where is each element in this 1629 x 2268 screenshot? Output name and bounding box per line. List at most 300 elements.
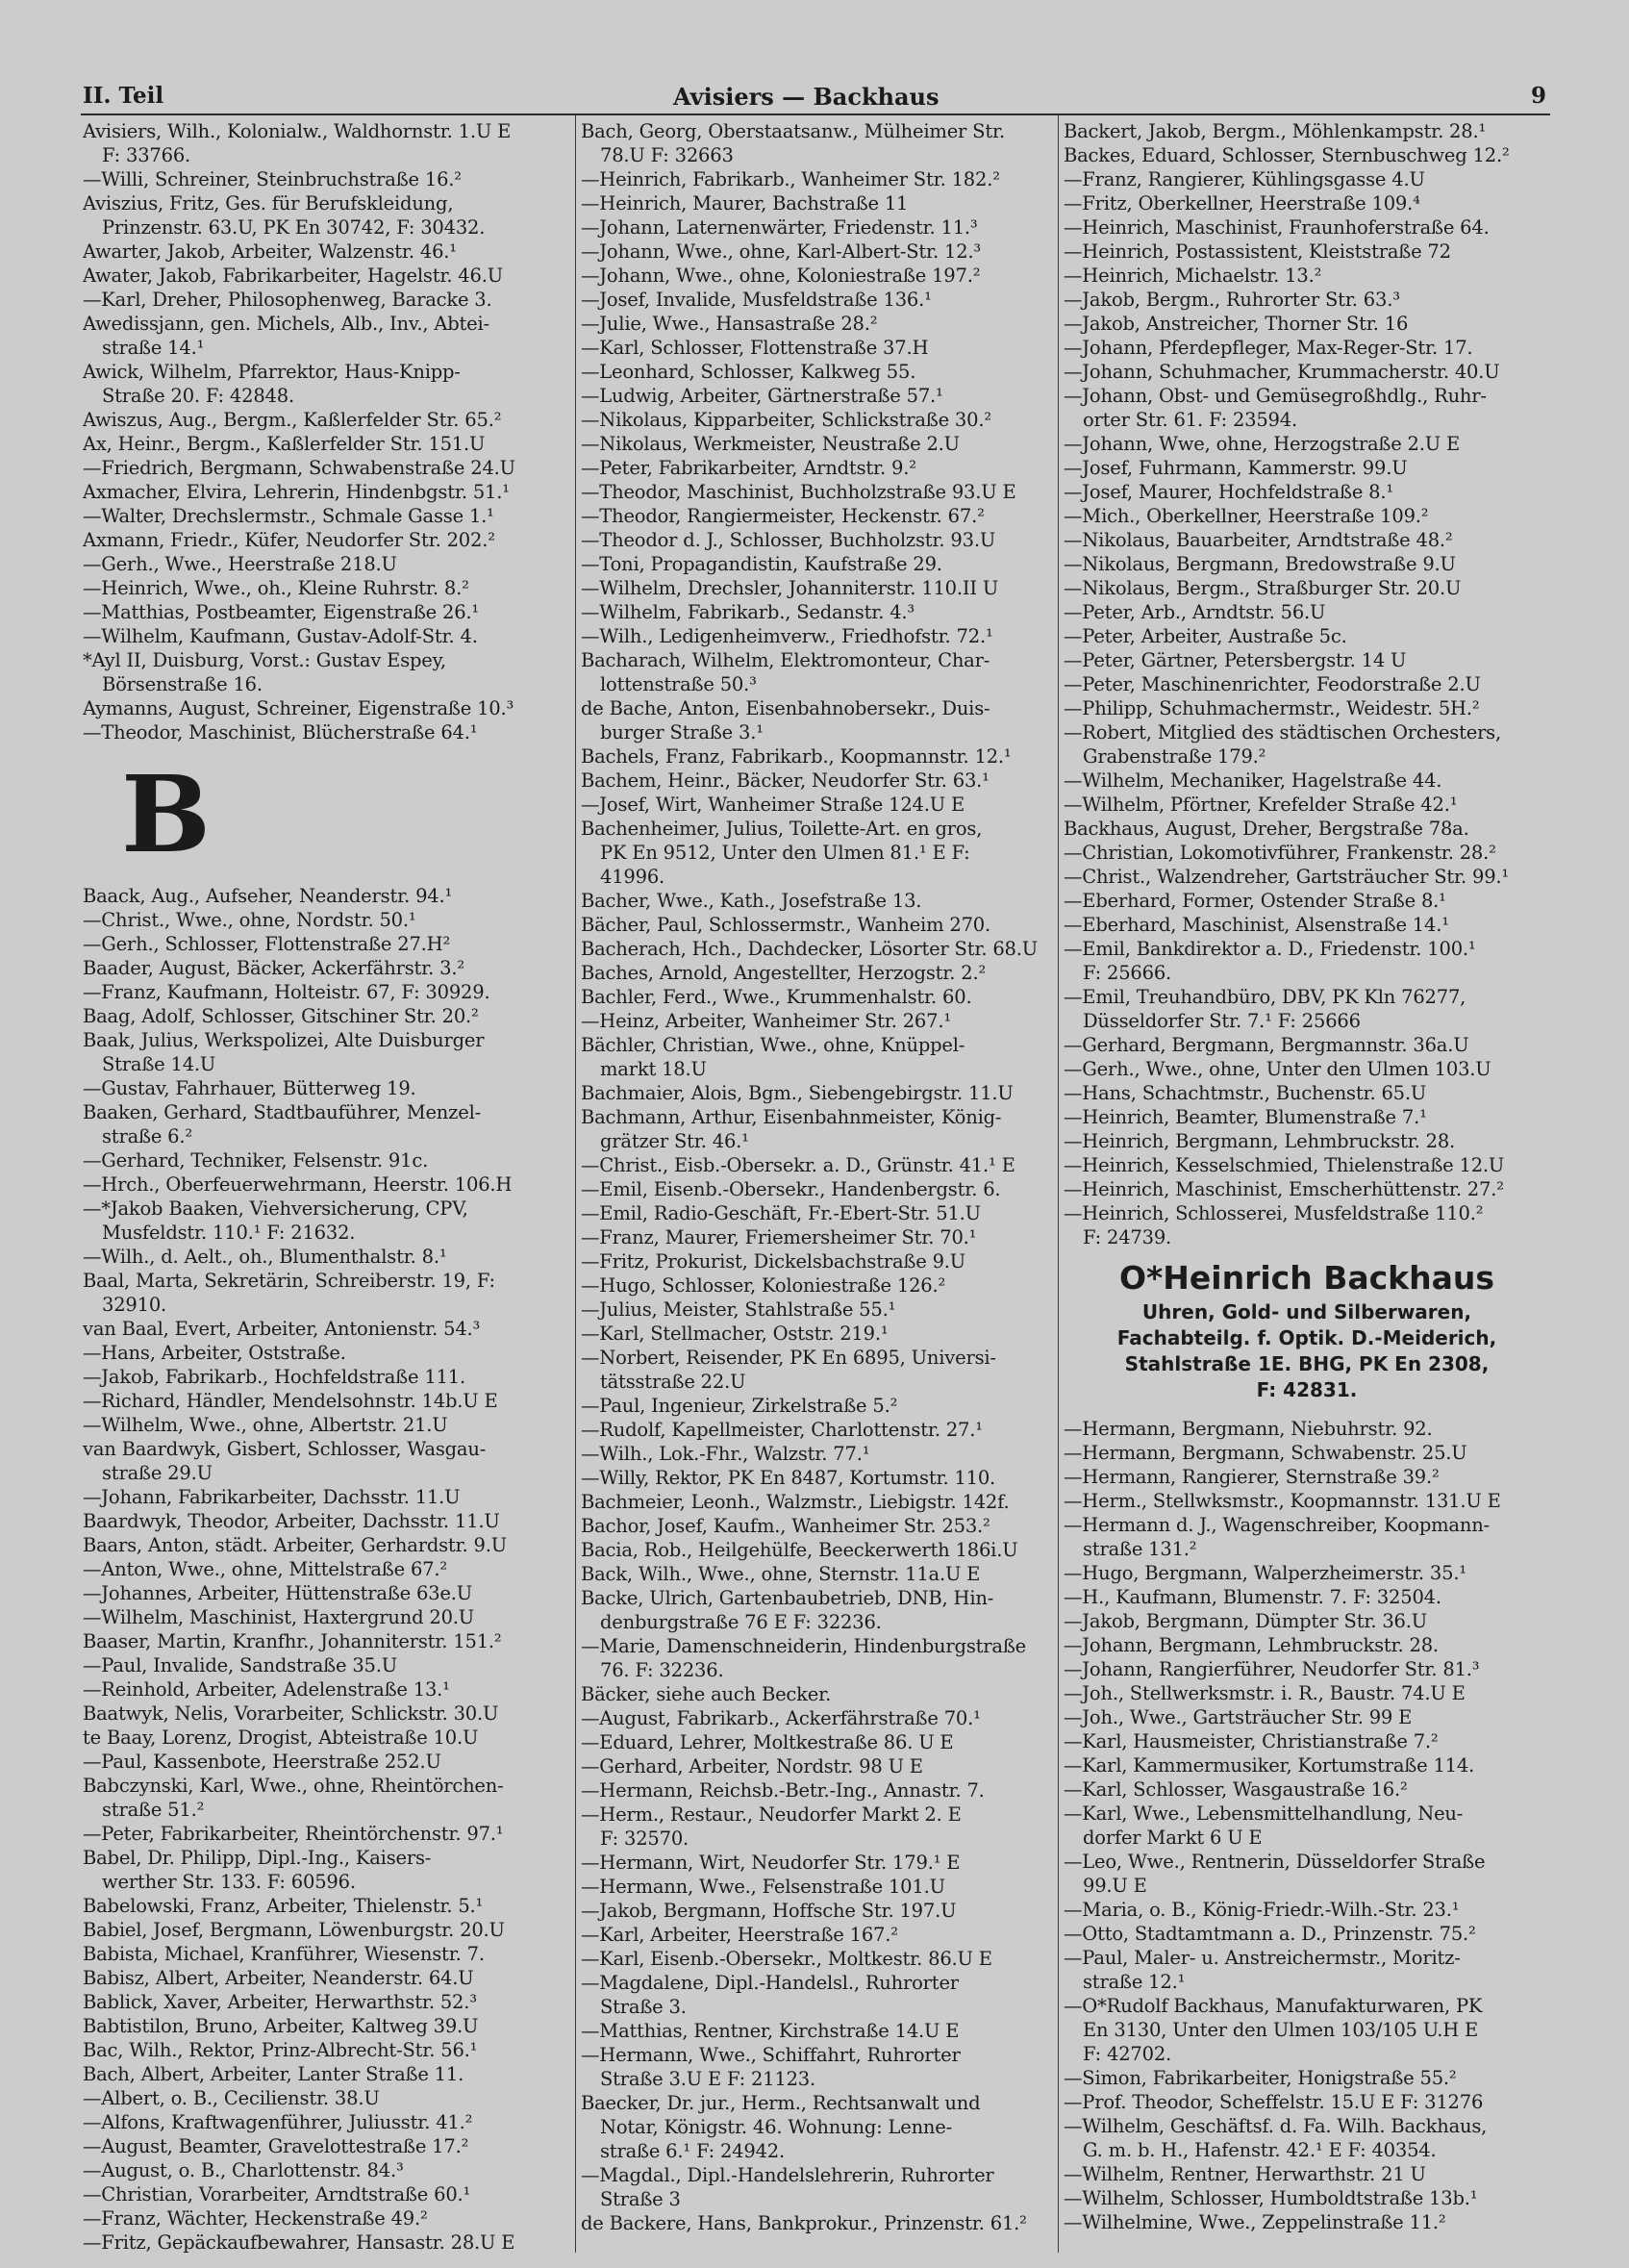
directory-entry xyxy=(1064,456,1550,480)
directory-entry xyxy=(581,624,1052,648)
entry-line: —Johann, Obst- und Gemüsegroßhdlg., Ruhr- xyxy=(1064,385,1487,407)
entry-line: —Fritz, Oberkellner, Heerstraße 109.⁴ xyxy=(1064,192,1420,214)
entry-line: Bachem, Heinr., Bäcker, Neudorfer Str. 63.¹ xyxy=(581,769,990,792)
directory-entry xyxy=(581,1778,1052,1802)
entry-line: —Peter, Arb., Arndtstr. 56.U xyxy=(1064,601,1326,623)
entry-line: —Toni, Propagandistin, Kaufstraße 29. xyxy=(581,553,942,575)
entry-line: —Gerhard, Techniker, Felsenstr. 91c. xyxy=(83,1149,429,1172)
entry-line: orter Str. 61. F: 23594. xyxy=(1083,409,1297,431)
directory-entry xyxy=(83,2206,571,2230)
directory-entry xyxy=(581,2163,1052,2211)
entry-line: Babtistilon, Bruno, Arbeiter, Kaltweg 39.U xyxy=(83,2015,479,2037)
entry-line: van Baardwyk, Gisbert, Schlosser, Wasgau- xyxy=(83,1438,487,1460)
entry-line: *Ayl II, Duisburg, Vorst.: Gustav Espey, xyxy=(83,649,446,671)
entry-line: —Gerh., Schlosser, Flottenstraße 27.H² xyxy=(83,933,451,955)
entry-line: lottenstraße 50.³ xyxy=(600,673,757,695)
directory-entry xyxy=(83,1148,571,1172)
page-number: 9 xyxy=(1531,83,1547,109)
entry-line: —Nikolaus, Kipparbeiter, Schlickstraße 30.² xyxy=(581,409,991,431)
directory-entry xyxy=(1064,865,1550,889)
directory-entry xyxy=(581,1490,1052,1514)
directory-entry xyxy=(83,1365,571,1389)
entry-line: —Wilhelm, Geschäftsf. d. Fa. Wilh. Backhaus, xyxy=(1064,2115,1488,2137)
directory-entry xyxy=(1064,1657,1550,1681)
directory-entry xyxy=(1064,913,1550,937)
directory-entry xyxy=(1064,312,1550,336)
directory-entry xyxy=(581,913,1052,937)
entry-line: Babelowski, Franz, Arbeiter, Thielenstr. 5.¹ xyxy=(83,1895,484,1917)
entry-line: Straße 14.U xyxy=(102,1053,216,1075)
directory-entry xyxy=(1064,1417,1550,1441)
entry-line: Baars, Anton, städt. Arbeiter, Gerhardstr. 9.U xyxy=(83,1534,507,1556)
column-divider xyxy=(575,115,576,2253)
entry-line: —Johann, Pferdepfleger, Max-Reger-Str. 17. xyxy=(1064,337,1473,359)
entry-line: —Eberhard, Former, Ostender Straße 8.¹ xyxy=(1064,890,1446,912)
directory-entry xyxy=(581,1081,1052,1105)
directory-entry xyxy=(581,119,1052,167)
entry-line: —Gerhard, Bergmann, Bergmannstr. 36a.U xyxy=(1064,1034,1469,1056)
directory-entry xyxy=(1064,1705,1550,1729)
entry-line: —August, o. B., Charlottenstr. 84.³ xyxy=(83,2159,404,2181)
entry-line: —Josef, Fuhrmann, Kammerstr. 99.U xyxy=(1064,457,1408,479)
directory-entry xyxy=(83,1004,571,1028)
directory-entry xyxy=(1064,2114,1550,2162)
ad-line: Uhren, Gold- und Silberwaren, xyxy=(1141,1300,1472,1323)
ad-line: Stahlstraße 1E. BHG, PK En 2308, xyxy=(1124,1352,1490,1375)
directory-entry xyxy=(581,961,1052,985)
entry-line: —Josef, Invalide, Musfeldstraße 136.¹ xyxy=(581,289,932,311)
directory-entry xyxy=(1064,985,1550,1033)
directory-entry xyxy=(581,1298,1052,1322)
entry-line: —Karl, Eisenb.-Obersekr., Moltkestr. 86.U E xyxy=(581,1948,992,1970)
entry-line: —Reinhold, Arbeiter, Adelenstraße 13.¹ xyxy=(83,1678,450,1701)
entry-line: Bachels, Franz, Fabrikarb., Koopmannstr. 12.¹ xyxy=(581,745,1012,768)
entry-line: —Peter, Arbeiter, Austraße 5c. xyxy=(1064,625,1347,647)
entry-line: —Christ., Wwe., ohne, Nordstr. 50.¹ xyxy=(83,909,416,931)
column-3 xyxy=(1064,119,1550,2234)
directory-entry xyxy=(83,1629,571,1653)
directory-entry xyxy=(83,1437,571,1485)
entry-line: —Herm., Stellwksmstr., Koopmannstr. 131.U E xyxy=(1064,1490,1501,1512)
entry-line: —Karl, Schlosser, Flottenstraße 37.H xyxy=(581,337,929,359)
entry-line: —Gerh., Wwe., ohne, Unter den Ulmen 103.U xyxy=(1064,1058,1491,1080)
entry-line: —Emil, Bankdirektor a. D., Friedenstr. 100.¹ xyxy=(1064,938,1476,960)
entry-line: Bächler, Christian, Wwe., ohne, Knüppel- xyxy=(581,1034,965,1056)
directory-entry xyxy=(1064,1898,1550,1922)
directory-entry xyxy=(581,1418,1052,1442)
directory-entry xyxy=(83,980,571,1004)
entry-line: Düsseldorfer Str. 7.¹ F: 25666 xyxy=(1083,1010,1361,1032)
directory-entry xyxy=(1064,624,1550,648)
entry-line: —August, Fabrikarb., Ackerfährstraße 70.¹ xyxy=(581,1707,981,1729)
directory-entry xyxy=(581,264,1052,288)
directory-entry xyxy=(1064,648,1550,672)
entry-line: —Matthias, Rentner, Kirchstraße 14.U E xyxy=(581,2020,960,2042)
entry-line: de Backere, Hans, Bankprokur., Prinzenstr. 61.² xyxy=(581,2212,1027,2234)
entry-line: —Leo, Wwe., Rentnerin, Düsseldorfer Straße xyxy=(1064,1851,1486,1873)
directory-entry xyxy=(1064,480,1550,504)
entry-line: —Mich., Oberkellner, Heerstraße 109.² xyxy=(1064,505,1429,527)
directory-entry xyxy=(581,2091,1052,2163)
entry-line: —Leonhard, Schlosser, Kalkweg 55. xyxy=(581,361,916,383)
directory-entry xyxy=(83,1605,571,1629)
entry-line: —Heinrich, Schlosserei, Musfeldstraße 110.² xyxy=(1064,1202,1484,1224)
directory-entry xyxy=(581,1322,1052,1346)
entry-line: —Nikolaus, Bauarbeiter, Arndtstraße 48.² xyxy=(1064,529,1453,551)
entry-line: —Paul, Kassenbote, Heerstraße 252.U xyxy=(83,1751,441,1773)
entry-line: —Hans, Schachtmstr., Buchenstr. 65.U xyxy=(1064,1082,1427,1104)
directory-entry xyxy=(83,2158,571,2182)
entry-line: —Hermann, Rangierer, Sternstraße 39.² xyxy=(1064,1466,1440,1488)
entry-line: —Wilhelm, Kaufmann, Gustav-Adolf-Str. 4. xyxy=(83,625,478,647)
directory-entry xyxy=(83,624,571,648)
directory-entry xyxy=(83,1581,571,1605)
directory-entry xyxy=(581,432,1052,456)
directory-entry xyxy=(83,2014,571,2038)
directory-entry xyxy=(1064,2066,1550,2090)
directory-entry xyxy=(83,480,571,504)
directory-entry xyxy=(83,264,571,288)
entry-line: —Anton, Wwe., ohne, Mittelstraße 67.² xyxy=(83,1558,447,1580)
entry-line: —Wilh., Ledigenheimverw., Friedhofstr. 72.¹ xyxy=(581,625,993,647)
directory-entry xyxy=(1064,1922,1550,1946)
entry-line: —Peter, Maschinenrichter, Feodorstraße 2.U xyxy=(1064,673,1481,695)
entry-line: —Karl, Kammermusiker, Kortumstraße 114. xyxy=(1064,1754,1475,1777)
entry-line: Bacher, Wwe., Kath., Josefstraße 13. xyxy=(581,890,922,912)
directory-entry xyxy=(581,1706,1052,1730)
entry-line: Backe, Ulrich, Gartenbaubetrieb, DNB, Hin- xyxy=(581,1587,994,1609)
entry-line: Babel, Dr. Philipp, Dipl.-Ing., Kaisers- xyxy=(83,1847,432,1869)
directory-entry xyxy=(83,1533,571,1557)
directory-entry xyxy=(1064,1753,1550,1777)
directory-entry xyxy=(1064,1465,1550,1489)
directory-entry xyxy=(581,1346,1052,1394)
directory-entry xyxy=(581,1923,1052,1947)
entry-line: —Walter, Drechslermstr., Schmale Gasse 1.¹ xyxy=(83,505,494,527)
entry-line: Axmann, Friedr., Küfer, Neudorfer Str. 202.² xyxy=(83,529,495,551)
entry-line: Bächer, Paul, Schlossermstr., Wanheim 270. xyxy=(581,914,990,936)
directory-entry xyxy=(1064,1105,1550,1129)
entry-line: —Eberhard, Maschinist, Alsenstraße 14.¹ xyxy=(1064,914,1449,936)
entry-line: Baader, August, Bäcker, Ackerfährstr. 3.² xyxy=(83,957,464,979)
directory-entry xyxy=(581,1009,1052,1033)
entry-line: —Rudolf, Kapellmeister, Charlottenstr. 27.¹ xyxy=(581,1419,983,1441)
entry-line: —Theodor, Maschinist, Blücherstraße 64.¹ xyxy=(83,721,478,743)
directory-entry xyxy=(581,648,1052,696)
directory-entry xyxy=(581,1514,1052,1538)
directory-entry xyxy=(83,1822,571,1846)
entry-line: Backhaus, August, Dreher, Bergstraße 78a. xyxy=(1064,818,1469,840)
entry-line: —Heinrich, Wwe., oh., Kleine Ruhrstr. 8.² xyxy=(83,577,469,599)
entry-line: —Heinrich, Fabrikarb., Wanheimer Str. 182.² xyxy=(581,168,1000,190)
entry-line: Babczynski, Karl, Wwe., ohne, Rheintörchen- xyxy=(83,1775,504,1797)
entry-line: Bacia, Rob., Heilgehülfe, Beeckerwerth 186i.U xyxy=(581,1539,1018,1561)
entry-line: —Johann, Wwe., ohne, Karl-Albert-Str. 12.³ xyxy=(581,240,982,263)
entry-line: Prinzenstr. 63.U, PK En 30742, F: 30432. xyxy=(102,216,486,239)
entry-line: straße 51.² xyxy=(102,1799,205,1821)
entry-line: Notar, Königstr. 46. Wohnung: Lenne- xyxy=(600,2116,953,2138)
directory-entry xyxy=(1064,2210,1550,2234)
entry-line: —Paul, Maler- u. Anstreichermstr., Moritz- xyxy=(1064,1947,1461,1969)
directory-entry xyxy=(581,528,1052,552)
directory-entry xyxy=(581,1153,1052,1177)
entry-line: —Hermann d. J., Wagenschreiber, Koopmann- xyxy=(1064,1514,1490,1536)
ad-title: O*Heinrich Backhaus xyxy=(1118,1259,1495,1297)
directory-entry xyxy=(83,1485,571,1509)
entry-line: —Ludwig, Arbeiter, Gärtnerstraße 57.¹ xyxy=(581,385,943,407)
entry-line: —Robert, Mitglied des städtischen Orchesters, xyxy=(1064,721,1501,743)
directory-entry xyxy=(83,239,571,264)
entry-line: Baardwyk, Theodor, Arbeiter, Dachsstr. 11.U xyxy=(83,1510,500,1532)
entry-line: Babiel, Josef, Bergmann, Löwenburgstr. 20.U xyxy=(83,1919,505,1941)
entry-line: En 3130, Unter den Ulmen 103/105 U.H E xyxy=(1083,2019,1479,2041)
entry-line: grätzer Str. 46.¹ xyxy=(600,1130,749,1152)
entry-line: —Johann, Rangierführer, Neudorfer Str. 81.³ xyxy=(1064,1658,1480,1680)
entry-line: —Johann, Schuhmacher, Krummacherstr. 40.U xyxy=(1064,361,1500,383)
directory-entry xyxy=(581,408,1052,432)
entry-line: —Julius, Meister, Stahlstraße 55.¹ xyxy=(581,1298,896,1321)
entry-line: Awarter, Jakob, Arbeiter, Walzenstr. 46.¹ xyxy=(83,240,457,263)
directory-entry xyxy=(1064,817,1550,841)
directory-entry xyxy=(83,696,571,720)
entry-line: burger Straße 3.¹ xyxy=(600,721,764,743)
directory-entry xyxy=(581,1273,1052,1298)
entry-line: —Theodor, Maschinist, Buchholzstraße 93.U E xyxy=(581,481,1016,503)
entry-line: Aviszius, Fritz, Ges. für Berufskleidung, xyxy=(83,192,454,214)
entry-line: Börsenstraße 16. xyxy=(102,673,263,695)
directory-entry xyxy=(581,456,1052,480)
entry-line: —Eduard, Lehrer, Moltkestraße 86. U E xyxy=(581,1731,954,1753)
entry-line: 76. F: 32236. xyxy=(600,1659,724,1681)
entry-line: —Matthias, Postbeamter, Eigenstraße 26.¹ xyxy=(83,601,480,623)
directory-entry xyxy=(581,360,1052,384)
directory-entry xyxy=(581,215,1052,239)
entry-line: —Christ., Eisb.-Obersekr. a. D., Grünstr. 41.¹ E xyxy=(581,1154,1015,1176)
entry-line: Bablick, Xaver, Arbeiter, Herwarthstr. 52.³ xyxy=(83,1991,477,2013)
directory-entry xyxy=(1064,1081,1550,1105)
entry-line: G. m. b. H., Hafenstr. 42.¹ E F: 40354. xyxy=(1083,2139,1437,2161)
directory-entry xyxy=(83,1726,571,1750)
directory-entry xyxy=(83,528,571,552)
entry-line: —Karl, Schlosser, Wasgaustraße 16.² xyxy=(1064,1778,1408,1801)
directory-entry xyxy=(581,2019,1052,2043)
entry-line: —Heinz, Arbeiter, Wanheimer Str. 267.¹ xyxy=(581,1010,951,1032)
directory-entry xyxy=(581,1225,1052,1249)
entry-line: —Wilh., Lok.-Fhr., Walzstr. 77.¹ xyxy=(581,1443,870,1465)
directory-entry xyxy=(1064,1489,1550,1513)
directory-entry xyxy=(581,576,1052,600)
entry-line: Baal, Marta, Sekretärin, Schreiberstr. 19, F: xyxy=(83,1270,495,1292)
directory-entry xyxy=(83,1557,571,1581)
entry-line: —Karl, Stellmacher, Oststr. 219.¹ xyxy=(581,1323,889,1345)
directory-entry xyxy=(83,1172,571,1197)
directory-entry xyxy=(1064,191,1550,215)
entry-line: —Wilhelmine, Wwe., Zeppelinstraße 11.² xyxy=(1064,2211,1446,2233)
directory-entry xyxy=(1064,215,1550,239)
entry-line: Awedissjann, gen. Michels, Alb., Inv., Abtei- xyxy=(83,313,489,335)
entry-line: 41996. xyxy=(600,866,665,888)
entry-line: —Franz, Kaufmann, Holteistr. 67, F: 30929. xyxy=(83,981,490,1003)
directory-entry xyxy=(83,1100,571,1148)
entry-line: —Philipp, Schuhmachermstr., Weidestr. 5H.² xyxy=(1064,697,1480,719)
directory-entry xyxy=(581,1201,1052,1225)
entry-line: —Albert, o. B., Cecilienstr. 38.U xyxy=(83,2087,380,2109)
directory-entry xyxy=(83,576,571,600)
directory-entry xyxy=(1064,504,1550,528)
directory-entry xyxy=(1064,360,1550,384)
directory-entry xyxy=(581,1754,1052,1778)
entry-line: denburgstraße 76 E F: 32236. xyxy=(600,1611,882,1633)
directory-entry xyxy=(83,119,571,167)
directory-entry xyxy=(83,648,571,696)
entry-line: Bachenheimer, Julius, Toilette-Art. en gros, xyxy=(581,818,983,840)
entry-line: Babisz, Albert, Arbeiter, Neanderstr. 64.U xyxy=(83,1967,474,1989)
directory-entry xyxy=(581,1394,1052,1418)
directory-entry xyxy=(83,1269,571,1317)
directory-entry xyxy=(581,1875,1052,1899)
entry-line: —Wilhelm, Fabrikarb., Sedanstr. 4.³ xyxy=(581,601,915,623)
directory-entry xyxy=(1064,1585,1550,1609)
entry-line: Bacharach, Wilhelm, Elektromonteur, Char- xyxy=(581,649,990,671)
entry-line: —Christian, Vorarbeiter, Arndtstraße 60.¹ xyxy=(83,2183,471,2205)
entry-line: —Hermann, Wirt, Neudorfer Str. 179.¹ E xyxy=(581,1852,961,1874)
column-1 xyxy=(83,119,571,2255)
directory-entry xyxy=(83,2110,571,2134)
part-label: II. Teil xyxy=(83,83,164,109)
entry-line: straße 6.¹ F: 24942. xyxy=(600,2140,786,2162)
entry-line: 32910. xyxy=(102,1294,167,1316)
entry-line: Backert, Jakob, Bergm., Möhlenkampstr. 28.¹ xyxy=(1064,120,1487,142)
directory-entry xyxy=(581,793,1052,817)
section-letter: B xyxy=(121,752,211,876)
entry-line: —Willi, Schreiner, Steinbruchstraße 16.² xyxy=(83,168,462,190)
directory-entry xyxy=(83,2134,571,2158)
directory-entry xyxy=(1064,119,1550,143)
directory-entry xyxy=(83,1990,571,2014)
directory-entry xyxy=(581,1105,1052,1153)
directory-entry xyxy=(83,1317,571,1341)
entry-line: —Karl, Hausmeister, Christianstraße 7.² xyxy=(1064,1730,1439,1752)
directory-entry xyxy=(83,552,571,576)
entry-line: —Johannes, Arbeiter, Hüttenstraße 63e.U xyxy=(83,1582,472,1604)
directory-entry xyxy=(83,1846,571,1894)
directory-entry xyxy=(1064,696,1550,720)
directory-entry xyxy=(83,2182,571,2206)
entry-line: Babista, Michael, Kranführer, Wiesenstr. 7. xyxy=(83,1943,485,1965)
entry-line: Back, Wilh., Wwe., ohne, Sternstr. 11a.U E xyxy=(581,1563,981,1585)
entry-line: Straße 3. xyxy=(600,1996,687,2018)
directory-entry xyxy=(83,1918,571,1942)
entry-line: —Wilhelm, Maschinist, Haxtergrund 20.U xyxy=(83,1606,475,1628)
directory-entry xyxy=(581,985,1052,1009)
directory-entry xyxy=(581,1634,1052,1682)
directory-entry xyxy=(1064,720,1550,769)
entry-line: —Wilhelm, Schlosser, Humboldtstraße 13b.¹ xyxy=(1064,2187,1478,2209)
directory-entry xyxy=(1064,239,1550,264)
entry-line: —Hermann, Wwe., Schiffahrt, Ruhrorter xyxy=(581,2044,961,2066)
entry-line: —Karl, Wwe., Lebensmittelhandlung, Neu- xyxy=(1064,1802,1464,1825)
entry-line: —Christ., Walzendreher, Gartsträucher Str. 99.¹ xyxy=(1064,866,1510,888)
entry-line: straße 6.² xyxy=(102,1125,192,1147)
entry-line: Baatwyk, Nelis, Vorarbeiter, Schlickstr. 30.U xyxy=(83,1702,499,1725)
directory-entry xyxy=(1064,2186,1550,2210)
entry-line: Bach, Albert, Arbeiter, Lanter Straße 11. xyxy=(83,2063,464,2085)
entry-line: —Christian, Lokomotivführer, Frankenstr. 28.² xyxy=(1064,842,1496,864)
column-2 xyxy=(581,119,1052,2235)
entry-line: —Jakob, Anstreicher, Thorner Str. 16 xyxy=(1064,313,1409,335)
directory-entry xyxy=(581,288,1052,312)
entry-line: Bacherach, Hch., Dachdecker, Lösorter Str. 68.U xyxy=(581,938,1038,960)
directory-entry xyxy=(1064,1441,1550,1465)
entry-line: —Jakob, Fabrikarb., Hochfeldstraße 111. xyxy=(83,1366,465,1388)
entry-line: werther Str. 133. F: 60596. xyxy=(102,1871,356,1893)
entry-line: —Friedrich, Bergmann, Schwabenstraße 24.U xyxy=(83,457,515,479)
entry-line: Baaken, Gerhard, Stadtbauführer, Menzel- xyxy=(83,1101,482,1123)
directory-entry xyxy=(1064,1609,1550,1633)
entry-line: —Wilhelm, Drechsler, Johanniterstr. 110.II U xyxy=(581,577,999,599)
entry-line: Bachor, Josef, Kaufm., Wanheimer Str. 253.² xyxy=(581,1515,990,1537)
directory-entry xyxy=(581,1971,1052,2019)
entry-line: —Heinrich, Bergmann, Lehmbruckstr. 28. xyxy=(1064,1130,1456,1152)
entry-line: Bachler, Ferd., Wwe., Krummenhalstr. 60. xyxy=(581,986,972,1008)
entry-line: —Jakob, Bergm., Ruhrorter Str. 63.³ xyxy=(1064,289,1400,311)
entry-line: —Emil, Radio-Geschäft, Fr.-Ebert-Str. 51.U xyxy=(581,1202,981,1224)
entry-line: —Johann, Bergmann, Lehmbruckstr. 28. xyxy=(1064,1634,1439,1656)
directory-entry xyxy=(581,312,1052,336)
directory-entry xyxy=(83,167,571,191)
entry-line: F: 42702. xyxy=(1083,2043,1172,2065)
entry-line: straße 12.¹ xyxy=(1083,1971,1186,1993)
directory-entry xyxy=(83,2230,571,2255)
entry-line: Straße 3.U E F: 21123. xyxy=(600,2068,816,2090)
entry-line: —Heinrich, Michaelstr. 13.² xyxy=(1064,265,1322,287)
entry-line: Straße 20. F: 42848. xyxy=(102,385,294,407)
entry-line: —Josef, Wirt, Wanheimer Straße 124.U E xyxy=(581,794,965,816)
entry-line: Grabenstraße 179.² xyxy=(1083,745,1266,768)
directory-entry xyxy=(1064,1129,1550,1153)
entry-line: Avisiers, Wilh., Kolonialw., Waldhornstr. 1.U E xyxy=(83,120,512,142)
directory-entry xyxy=(1064,1729,1550,1753)
entry-line: F: 24739. xyxy=(1083,1226,1172,1248)
directory-entry xyxy=(581,1177,1052,1201)
entry-line: Bac, Wilh., Rektor, Prinz-Albrecht-Str. 56.¹ xyxy=(83,2039,478,2061)
directory-entry xyxy=(1064,600,1550,624)
directory-entry xyxy=(83,1701,571,1726)
entry-line: Bachmeier, Leonh., Walzmstr., Liebigstr. 142f. xyxy=(581,1491,1010,1513)
directory-entry xyxy=(83,1750,571,1774)
entry-line: Ax, Heinr., Bergm., Kaßlerfelder Str. 151.U xyxy=(83,433,486,455)
entry-line: Awater, Jakob, Fabrikarbeiter, Hagelstr. 46.U xyxy=(83,265,503,287)
entry-line: dorfer Markt 6 U E xyxy=(1083,1827,1263,1849)
entry-line: Aymanns, August, Schreiner, Eigenstraße 10.³ xyxy=(83,697,514,719)
entry-line: —Wilh., d. Aelt., oh., Blumenthalstr. 8.¹ xyxy=(83,1246,447,1268)
directory-entry xyxy=(83,1653,571,1677)
entry-line: Awiszus, Aug., Bergm., Kaßlerfelder Str. 65.² xyxy=(83,409,502,431)
entry-line: —Franz, Rangierer, Kühlingsgasse 4.U xyxy=(1064,168,1425,190)
directory-entry xyxy=(581,744,1052,769)
entry-line: —Richard, Händler, Mendelsohnstr. 14b.U E xyxy=(83,1390,498,1412)
entry-line: —Wilhelm, Rentner, Herwarthstr. 21 U xyxy=(1064,2163,1426,2185)
directory-entry xyxy=(1064,1561,1550,1585)
entry-line: —Heinrich, Kesselschmied, Thielenstraße 12.U xyxy=(1064,1154,1505,1176)
directory-entry xyxy=(581,1586,1052,1634)
directory-entry xyxy=(581,769,1052,793)
entry-line: Backes, Eduard, Schlosser, Sternbuschweg 12.² xyxy=(1064,144,1510,166)
directory-entry xyxy=(581,191,1052,215)
entry-line: —Wilhelm, Mechaniker, Hagelstraße 44. xyxy=(1064,769,1442,792)
directory-entry xyxy=(83,1774,571,1822)
entry-line: —Magdalene, Dipl.-Handelsl., Ruhrorter xyxy=(581,1972,959,1994)
